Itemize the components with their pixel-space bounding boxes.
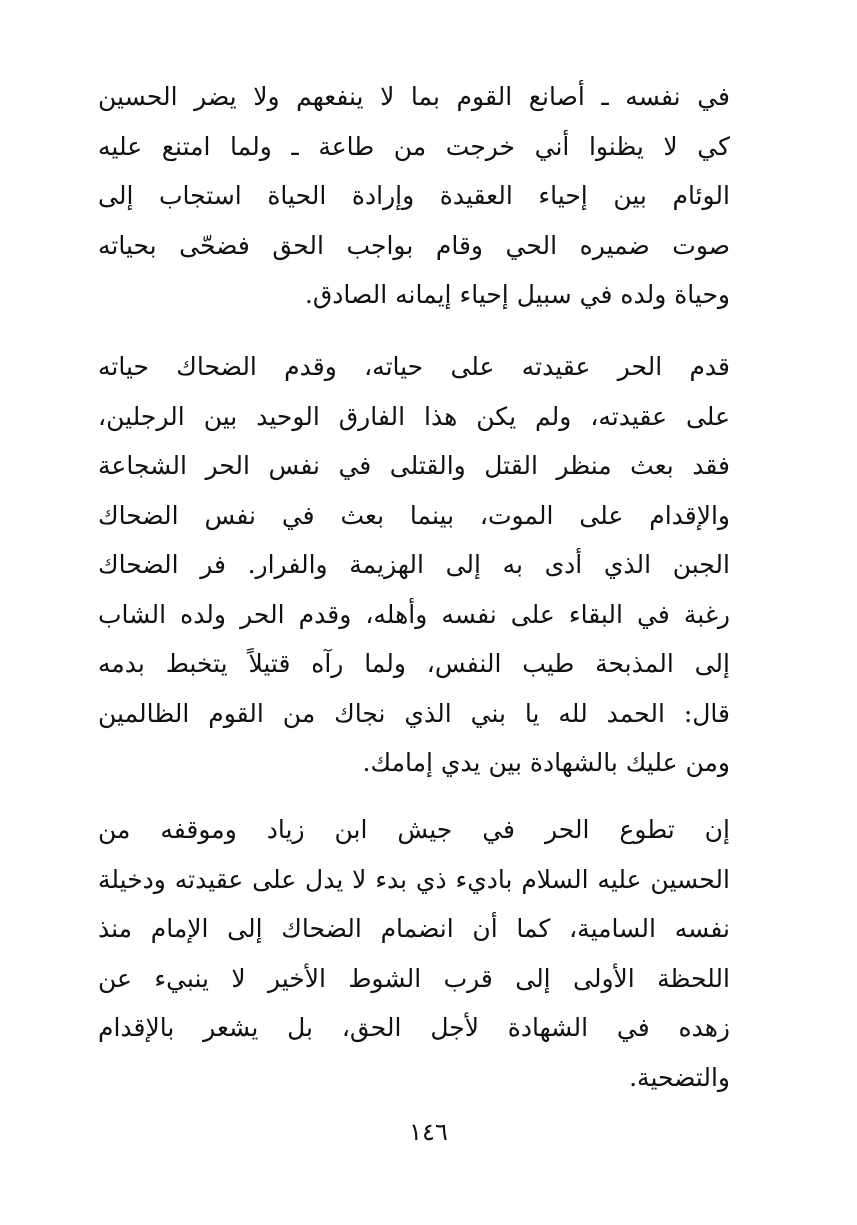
- text-line: رغبة في البقاء على نفسه وأهله، وقدم الحر ولده الشاب: [98, 599, 730, 629]
- text-line: على عقيدته، ولم يكن هذا الفارق الوحيد بين الرجلين،: [98, 401, 730, 431]
- text-line: فقد بعث منظر القتل والقتلى في نفس الحر الشجاعة: [98, 451, 730, 480]
- text-line: ومن عليك بالشهادة بين يدي إمامك.: [362, 748, 730, 777]
- text-line: نفسه السامية، كما أن انضمام الضحاك إلى الإمام منذ: [98, 914, 730, 943]
- text-line: والإقدام على الموت، بينما بعث في نفس الضحاك: [98, 500, 730, 530]
- text-line: الحسين عليه السلام باديء ذي بدء لا يدل على عقيدته ودخيلة: [98, 864, 730, 894]
- text-line: صوت ضميره الحي وقام بواجب الحق فضحّى بحياته: [98, 230, 730, 260]
- paragraph-1: [98, 72, 730, 320]
- paragraph-3: [98, 805, 730, 1102]
- text-line: قال: الحمد لله يا بني الذي نجاك من القوم الظالمين: [98, 698, 730, 728]
- text-line: والتضحية.: [629, 1062, 730, 1092]
- text-line: قدم الحر عقيدته على حياته، وقدم الضحاك حياته: [98, 352, 730, 381]
- text-line: اللحظة الأولى إلى قرب الشوط الأخير لا ينبيء عن: [98, 963, 730, 993]
- text-line: وحياة ولده في سبيل إحياء إيمانه الصادق.: [304, 280, 730, 309]
- text-line: في نفسه ـ أصانع القوم بما لا ينفعهم ولا يضر الحسين: [98, 82, 730, 111]
- text-line: الوئام بين إحياء العقيدة وإرادة الحياة استجاب إلى: [98, 181, 730, 210]
- page-number: ١٤٦: [409, 1118, 448, 1146]
- text-line: الجبن الذي أدى به إلى الهزيمة والفرار. فر الضحاك: [98, 550, 730, 579]
- paragraph-2: [98, 342, 730, 788]
- text-line: إلى المذبحة طيب النفس، ولما رآه قتيلاً يتخبط بدمه: [98, 649, 730, 678]
- text-line: إن تطوع الحر في جيش ابن زياد وموقفه من: [98, 815, 730, 844]
- text-line: زهده في الشهادة لأجل الحق، بل يشعر بالإقدام: [98, 1013, 730, 1042]
- text-line: كي لا يظنوا أني خرجت من طاعة ـ ولما امتنع عليه: [98, 131, 730, 161]
